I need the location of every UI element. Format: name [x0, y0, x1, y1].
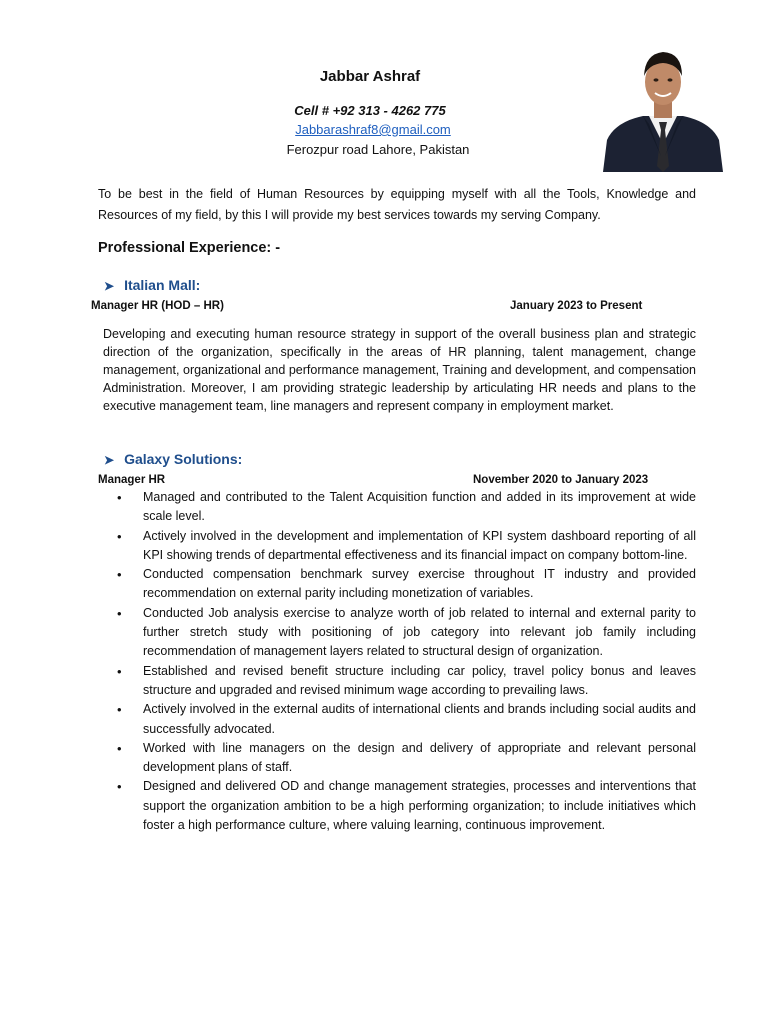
job-dates-2: November 2020 to January 2023 — [473, 474, 649, 486]
job-title-1: Manager HR (HOD – HR) — [91, 300, 224, 312]
list-item: • Designed and delivered OD and change management strategies, processes and interventions that support the organization ambition to be a high performing organization; to include initiatives which foster a high performance culture, where valuing learning, continuous improvement. — [115, 777, 696, 835]
candidate-name: Jabbar Ashraf — [319, 68, 421, 85]
list-item: • Conducted Job analysis exercise to analyze worth of job related to internal and external parity to further stretch study with positioning of job category into relevant job family including recommendation of management layers related to structural design of organization. — [115, 604, 696, 662]
section-title-experience: Professional Experience: - — [98, 240, 281, 256]
list-item: • Actively involved in the development and implementation of KPI system dashboard reporting of all KPI showing trends of departmental effectiveness and its financial impact on company bottom-line. — [115, 527, 696, 566]
arrow-bullet-icon: ➤ — [104, 279, 115, 293]
job-responsibilities-list — [115, 488, 696, 835]
objective-statement: To be best in the field of Human Resources by equipping myself with all the Tools, Knowledge and Resources of my field, by this I will provide my best services towards my serving Company. — [98, 187, 696, 222]
list-item: • Actively involved in the external audits of international clients and brands including social audits and successfully advocated. — [115, 700, 696, 739]
address: Ferozpur road Lahore, Pakistan — [286, 142, 470, 157]
job-company-2 — [104, 451, 242, 467]
company-name: Italian Mall: — [124, 277, 201, 293]
profile-photo — [603, 44, 723, 172]
job-dates-1: January 2023 to Present — [510, 300, 643, 312]
job-company-1 — [104, 277, 200, 293]
list-item: • Worked with line managers on the design and delivery of appropriate and relevant personal development plans of staff. — [115, 739, 696, 778]
job-title-2: Manager HR — [98, 474, 166, 486]
list-item: • Established and revised benefit structure including car policy, travel policy bonus and leaves structure and upgraded and revised minimum wage according to prevailing laws. — [115, 662, 696, 701]
arrow-bullet-icon: ➤ — [104, 453, 115, 467]
company-name: Galaxy Solutions: — [124, 451, 243, 467]
email-link[interactable]: Jabbarashraf8@gmail.com — [295, 122, 451, 137]
list-item: • Conducted compensation benchmark survey exercise throughout IT industry and provided recommendation on external parity including monetization of variables. — [115, 565, 696, 604]
list-item: • Managed and contributed to the Talent Acquisition function and added in its improvement at wide scale level. — [115, 488, 696, 527]
phone-number: Cell # +92 313 - 4262 775 — [294, 103, 446, 118]
job-description-1: Developing and executing human resource strategy in support of the overall business plan and strategic direction of the organization, specifically in the areas of HR planning, talent management, change management, organizational and performance management, Training and development, and compensation Administration. Moreover, I am providing strategic leadership by articulating HR needs and plans to the executive management team, line managers and represent company in employment market. — [103, 327, 696, 413]
